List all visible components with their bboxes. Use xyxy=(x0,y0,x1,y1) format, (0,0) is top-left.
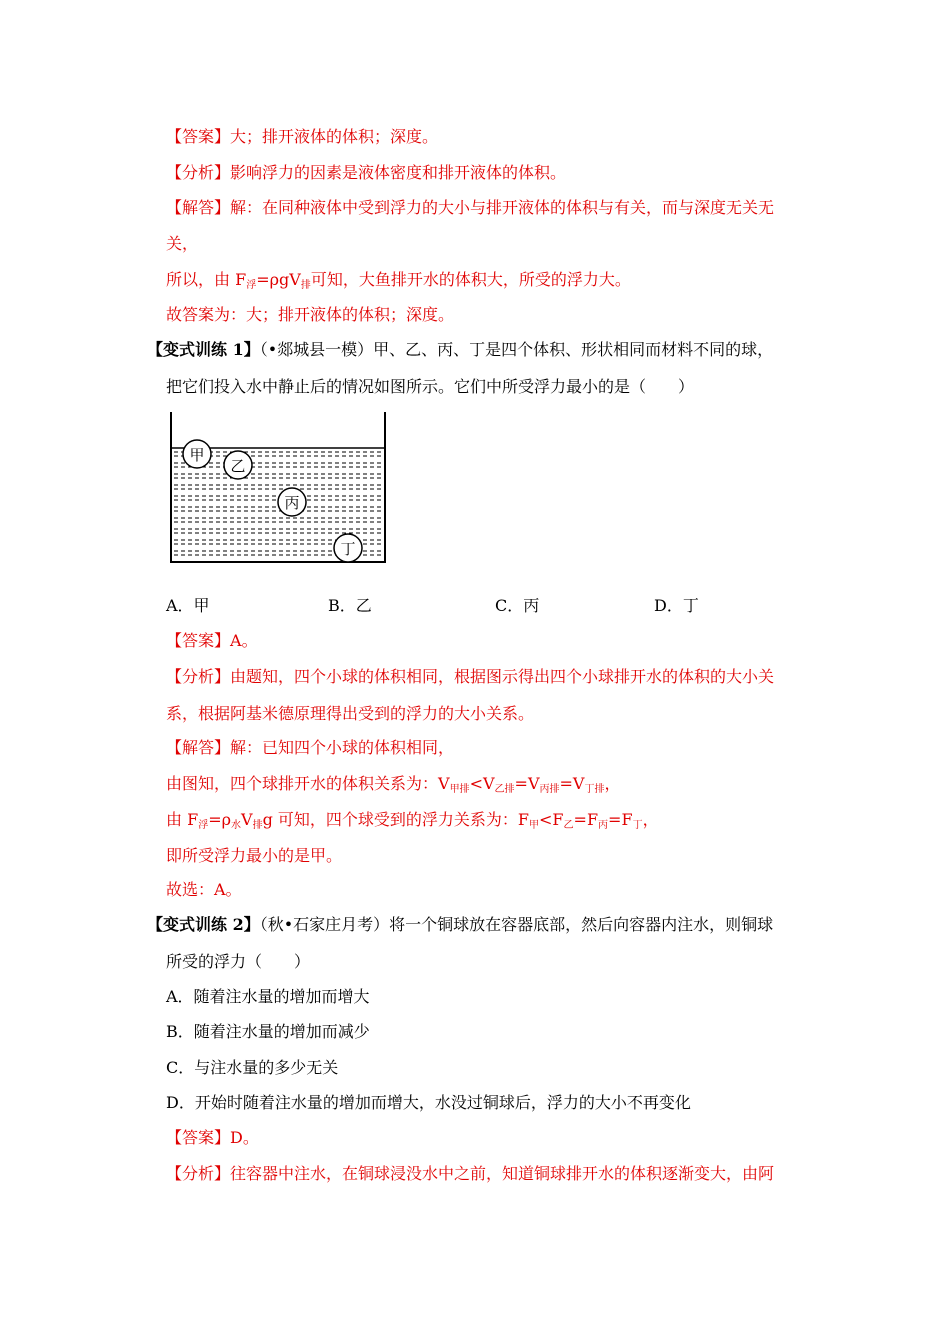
formula-sub: 浮 xyxy=(246,280,257,291)
option-c: C．丙 xyxy=(495,596,540,615)
question-tag: 【变式训练 2】 xyxy=(147,915,260,934)
option-a: A．甲 xyxy=(166,596,210,615)
ball-label: 丙 xyxy=(284,494,300,512)
ball-bing xyxy=(278,488,306,516)
analysis-line xyxy=(166,163,566,183)
analysis-tag: 【分析】 xyxy=(166,163,231,182)
formula-part: <F xyxy=(539,810,564,829)
formula-part: 可知，大鱼排开水的体积大，所受的浮力大。 xyxy=(310,270,631,289)
option-d: D．丁 xyxy=(654,596,699,615)
analysis-text: 影响浮力的因素是液体密度和排开液体的体积。 xyxy=(230,163,567,182)
option-c: C．与注水量的多少无关 xyxy=(166,1058,339,1077)
analysis-line-1 xyxy=(166,1164,774,1184)
analysis-text: 往容器中注水，在铜球浸没水中之前，知道铜球排开水的体积逐渐变大，由阿 xyxy=(230,1164,775,1183)
ball-jia xyxy=(183,440,211,468)
formula-sub: 浮 xyxy=(198,820,209,831)
solution-line-4: 故答案为：大；排开液体的体积；深度。 xyxy=(166,305,455,324)
question-2-stem-line-1 xyxy=(147,915,773,935)
formula-part: =ρgV xyxy=(256,270,301,289)
formula-part: =F xyxy=(608,810,633,829)
formula-sub: 乙排 xyxy=(494,784,515,795)
ball-label: 甲 xyxy=(189,446,205,464)
formula-part: ， xyxy=(604,774,621,793)
formula-sub: 丁 xyxy=(632,820,643,831)
solution-tag: 【解答】 xyxy=(166,198,231,217)
formula-part: g 可知，四个球受到的浮力关系为：F xyxy=(262,810,530,829)
analysis-text: 由题知，四个小球的体积相同，根据图示得出四个小球排开水的体积的大小关 xyxy=(230,667,775,686)
question-1-stem-line-1 xyxy=(147,340,773,360)
solution-text: 解：已知四个小球的体积相同， xyxy=(230,738,455,757)
solution-line-2: 关， xyxy=(166,234,199,253)
formula-sub: 排 xyxy=(300,280,311,291)
ball-yi xyxy=(224,451,252,479)
formula-part: =F xyxy=(573,810,599,829)
answer-line xyxy=(166,127,438,147)
solution-line-2 xyxy=(166,774,620,800)
formula-part: <V xyxy=(469,774,495,793)
analysis-tag: 【分析】 xyxy=(166,667,231,686)
answer-tag: 【答案】 xyxy=(166,631,231,650)
ball-label: 丁 xyxy=(340,540,356,558)
analysis-line-2: 系，根据阿基米德原理得出受到的浮力的大小关系。 xyxy=(166,704,535,723)
solution-line-1 xyxy=(166,198,774,218)
answer-tag: 【答案】 xyxy=(166,1128,231,1147)
formula-part: =V xyxy=(559,774,585,793)
formula-sub: 乙 xyxy=(563,820,574,831)
analysis-line-1 xyxy=(166,667,774,687)
solution-text: 解：在同种液体中受到浮力的大小与排开液体的体积与有关，而与深度无关无 xyxy=(230,198,775,217)
solution-line-1 xyxy=(166,738,454,758)
formula-part: ， xyxy=(642,810,659,829)
question-2-stem-line-2: 所受的浮力（ ） xyxy=(166,952,311,971)
solution-line-3 xyxy=(166,270,631,296)
formula-part: 由图知，四个球排开水的体积关系为：V xyxy=(166,774,450,793)
answer-text: D。 xyxy=(230,1128,259,1147)
formula-sub: 丙排 xyxy=(539,784,560,795)
question-stem: （•郯城县一模）甲、乙、丙、丁是四个体积、形状相同而材料不同的球， xyxy=(259,340,774,359)
question-stem: （秋•石家庄月考）将一个铜球放在容器底部，然后向容器内注水，则铜球 xyxy=(259,915,774,934)
solution-line-3 xyxy=(166,810,659,836)
formula-sub: 排 xyxy=(252,820,263,831)
answer-tag: 【答案】 xyxy=(166,127,231,146)
answer-text: 大；排开液体的体积；深度。 xyxy=(230,127,439,146)
option-d: D．开始时随着注水量的增加而增大，水没过铜球后，浮力的大小不再变化 xyxy=(166,1093,691,1112)
answer-line xyxy=(166,1128,259,1148)
ball-label: 乙 xyxy=(230,457,246,475)
formula-sub: 丙 xyxy=(598,820,609,831)
formula-sub: 甲排 xyxy=(449,784,470,795)
formula-sub: 甲 xyxy=(529,820,540,831)
beaker-figure xyxy=(165,408,391,568)
answer-text: A。 xyxy=(230,631,258,650)
solution-tag: 【解答】 xyxy=(166,738,231,757)
ball-ding xyxy=(334,534,362,562)
formula-part: =ρ xyxy=(208,810,232,829)
question-1-stem-line-2: 把它们投入水中静止后的情况如图所示。它们中所受浮力最小的是（ ） xyxy=(166,377,695,396)
solution-line-5: 故选：A。 xyxy=(166,880,242,899)
option-a: A．随着注水量的增加而增大 xyxy=(166,987,370,1006)
formula-sub: 水 xyxy=(231,820,242,831)
analysis-tag: 【分析】 xyxy=(166,1164,231,1183)
option-b: B．乙 xyxy=(328,596,372,615)
formula-part: 由 F xyxy=(166,810,199,829)
answer-line xyxy=(166,631,258,651)
question-tag: 【变式训练 1】 xyxy=(147,340,260,359)
solution-line-4: 即所受浮力最小的是甲。 xyxy=(166,846,343,865)
formula-part: V xyxy=(241,810,253,829)
formula-part: 所以，由 F xyxy=(166,270,247,289)
formula-sub: 丁排 xyxy=(584,784,605,795)
formula-part: =V xyxy=(514,774,540,793)
option-b: B．随着注水量的增加而减少 xyxy=(166,1022,370,1041)
